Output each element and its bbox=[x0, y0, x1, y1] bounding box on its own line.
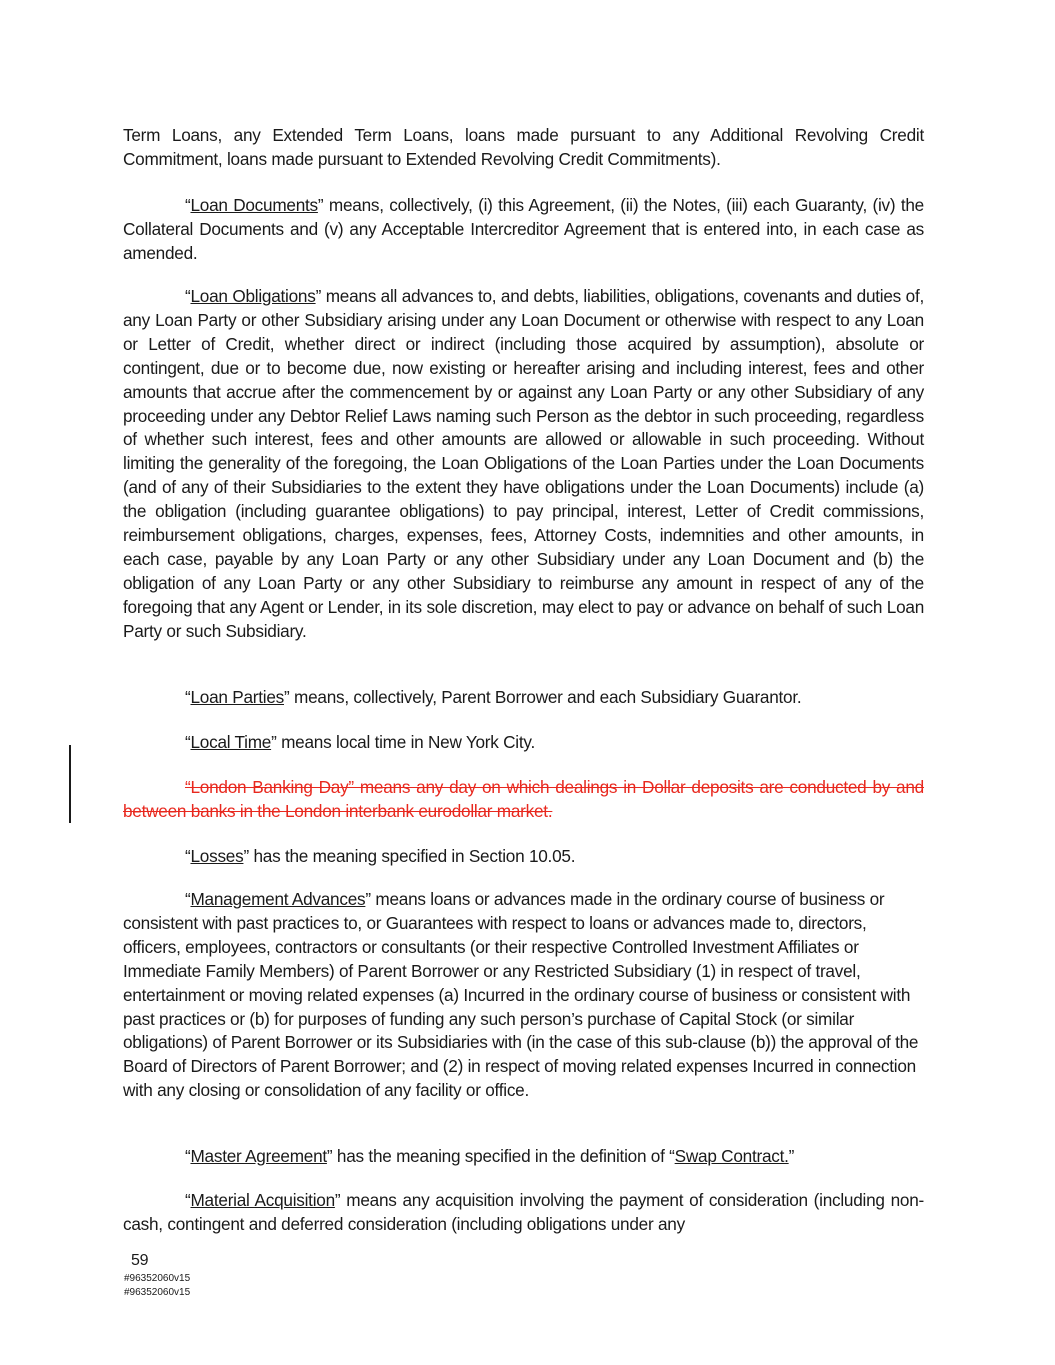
defined-term: Local Time bbox=[190, 732, 272, 752]
definition-loan-obligations: “Loan Obligations” means all advances to, and debts, liabilities, obligations, covenants and duties of, any Loan Party or other Subsidiary arising under any Loan Document or otherwise with respect to any Loan or Letter of Credit, whether direct or indirect (including those acquired by assumption), absolute or contingent, due or to become due, now existing or hereafter arising and including interest, fees and other amounts that accrue after the commencement by or against any Loan Party or any other Subsidiary of any proceeding under any Debtor Relief Laws naming such Person as the debtor in such proceeding, regardless of whether such interest, fees and other amounts are allowed or allowable in such proceeding. Without limiting the generality of the foregoing, the Loan Obligations of the Loan Parties under the Loan Documents (and of any of their Subsidiaries to the extent they have obligations under the Loan Documents) include (a) the obligation (including guarantee obligations) to pay principal, interest, Letter of Credit commissions, reimbursement obligations, charges, expenses, fees, Attorney Costs, indemnities and other amounts, in each case, payable by any Loan Party or any other Subsidiary under any Loan Document and (b) the obligation of any Loan Party or any other Subsidiary to reimburse any amount in respect of any of the foregoing that any Agent or Lender, in its sole discretion, may elect to pay or advance on behalf of such Loan Party or such Subsidiary. bbox=[123, 286, 924, 641]
definition-loan-parties: “Loan Parties” means, collectively, Parent Borrower and each Subsidiary Guarantor. bbox=[185, 687, 802, 707]
paragraph-text: Term Loans, any Extended Term Loans, loans made pursuant to any Additional Revolving Credit Commitment, loans made pursuant to Extended Revolving Credit Commitments). bbox=[123, 125, 924, 169]
definition-text: means local time in New York City. bbox=[276, 732, 535, 752]
document-id: #96352060v15 bbox=[124, 1273, 191, 1284]
defined-term: Losses bbox=[190, 846, 244, 866]
deleted-definition-london-banking-day bbox=[123, 776, 924, 824]
cross-reference-link[interactable]: Swap Contract. bbox=[674, 1146, 789, 1166]
definition-text: means all advances to, and debts, liabilities, obligations, covenants and duties of, any Loan Party or other Subsidiary arising under any Loan Document or otherwise with respect to any Loan or Letter of Credit, whether direct or indirect (including those acquired by assumption), absolute or contingent, due or to become due, now existing or hereafter arising and including interest, fees and other amounts that accrue after the commencement by or against any Loan Party or any other Subsidiary of any proceeding under any Debtor Relief Laws naming such Person as the debtor in such proceeding, regardless of whether such interest, fees and other amounts are allowed or allowable in such proceeding. Without limiting the generality of the foregoing, the Loan Obligations of the Loan Parties under the Loan Documents (and of any of their Subsidiaries to the extent they have obligations under the Loan Documents) include (a) the obligation (including guarantee obligations) to pay principal, interest, Letter of Credit commissions, reimbursement obligations, charges, expenses, fees, Attorney Costs, indemnities and other amounts, in each case, payable by any Loan Party or any other Subsidiary under any Loan Document and (b) the obligation of any Loan Party or any other Subsidiary to reimburse any amount in respect of any of the foregoing that any Agent or Lender, in its sole discretion, may elect to pay or advance on behalf of such Loan Party or such Subsidiary. bbox=[123, 286, 924, 641]
definition-material-acquisition: “Material Acquisition” means any acquisition involving the payment of consideration (including non-cash, contingent and deferred consideration (including obligations under any bbox=[123, 1190, 925, 1234]
definition-text: means loans or advances made in the ordinary course of business or consistent with past practices to, or Guarantees with respect to loans or advances made to, directors, officers, employees, contractors or consultants (or their respective Controlled Investment Affiliates or Immediate Family Members) of Parent Borrower or any Restricted Subsidiary (1) in respect of travel, entertainment or moving related expenses (a) Incurred in the ordinary course of business or consistent with past practices or (b) for purposes of funding any such person’s purchase of Capital Stock (or similar obligations) of Parent Borrower or its Subsidiaries with (in the case of this sub-clause (b)) the approval of the Board of Directors of Parent Borrower; and (2) in respect of moving related expenses Incurred in connection with any closing or consolidation of any facility or office. bbox=[123, 889, 919, 1101]
paragraph-term-loans-continuation bbox=[123, 124, 924, 172]
deleted-text: “London Banking Day” means any day on which dealings in Dollar deposits are conducted by and between banks in the London interbank eurodollar market. bbox=[123, 777, 924, 821]
definition-text: has the meaning specified in the definition of “ bbox=[332, 1146, 675, 1166]
defined-term: Management Advances bbox=[190, 889, 366, 909]
revision-change-bar bbox=[69, 745, 71, 823]
definition-text: means any acquisition involving the payment of consideration (including non-cash, contingent and deferred consideration (including obligations under any bbox=[123, 1190, 925, 1234]
definition-losses: “Losses” has the meaning specified in Section 10.05. bbox=[185, 846, 576, 866]
definition-local-time: “Local Time” means local time in New York City. bbox=[185, 732, 535, 752]
definition-text: has the meaning specified in Section 10.05. bbox=[248, 846, 576, 866]
definition-text: means, collectively, (i) this Agreement, (ii) the Notes, (iii) each Guaranty, (iv) the Collateral Documents and (v) any Acceptable Intercreditor Agreement that is entered into, in each case as amended. bbox=[123, 195, 924, 263]
closing-quote: ” bbox=[788, 1146, 795, 1166]
defined-term: Loan Documents bbox=[190, 195, 318, 215]
definition-text: means, collectively, Parent Borrower and each Subsidiary Guarantor. bbox=[289, 687, 802, 707]
definition-loan-documents: “Loan Documents” means, collectively, (i) this Agreement, (ii) the Notes, (iii) each Guaranty, (iv) the Collateral Documents and (v) any Acceptable Intercreditor Agreement that is entered into, in each case as amended. bbox=[123, 195, 924, 263]
page-number: 59 bbox=[131, 1252, 149, 1269]
defined-term: Master Agreement bbox=[190, 1146, 327, 1166]
defined-term: Loan Obligations bbox=[190, 286, 316, 306]
document-id: #96352060v15 bbox=[124, 1287, 191, 1298]
definition-management-advances: “Management Advances” means loans or advances made in the ordinary course of business or consistent with past practices to, or Guarantees with respect to loans or advances made to, directors, officers, employees, contractors or consultants (or their respective Controlled Investment Affiliates or Immediate Family Members) of Parent Borrower or any Restricted Subsidiary (1) in respect of travel, entertainment or moving related expenses (a) Incurred in the ordinary course of business or consistent with past practices or (b) for purposes of funding any such person’s purchase of Capital Stock (or similar obligations) of Parent Borrower or its Subsidiaries with (in the case of this sub-clause (b)) the approval of the Board of Directors of Parent Borrower; and (2) in respect of moving related expenses Incurred in connection with any closing or consolidation of any facility or office. bbox=[123, 889, 919, 1101]
defined-term: Material Acquisition bbox=[190, 1190, 335, 1210]
definition-master-agreement: “Master Agreement” has the meaning specified in the definition of “Swap Contract.” bbox=[185, 1146, 795, 1166]
defined-term: Loan Parties bbox=[190, 687, 284, 707]
